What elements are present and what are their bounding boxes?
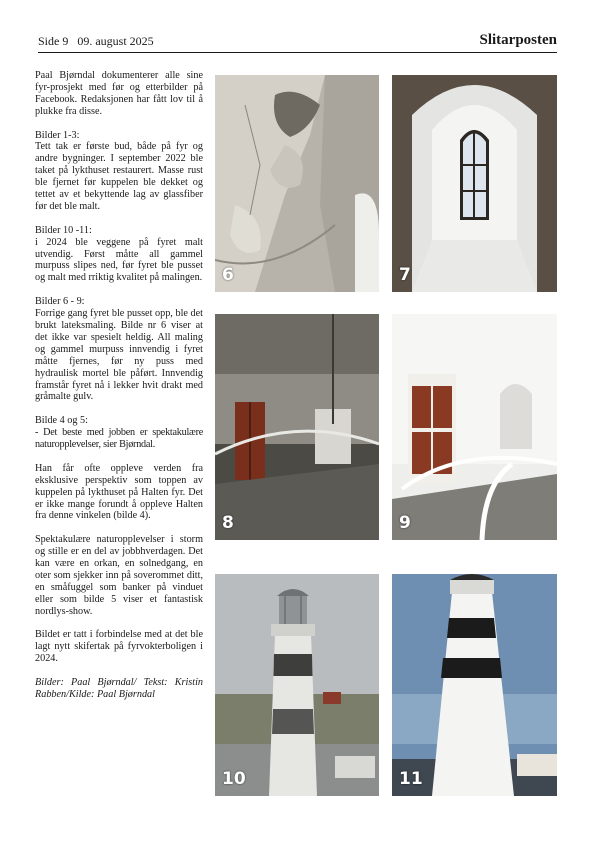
photo-credit: Bilder: Paal Bjørndal/ Tekst: Kristin Rabben/Kilde: Paal Bjørndal xyxy=(35,677,203,700)
photo-interior-after xyxy=(392,314,557,540)
section-interior-heading: Bilder 6 - 9: xyxy=(35,296,85,308)
section-views-heading: Bilde 4 og 5: xyxy=(35,415,88,427)
section-interior-body: Forrige gang fyret ble pusset opp, ble det brukt lateksmaling. Bilde nr 6 viser at det ikke var spesielt heldig. All maling og gammel murpuss innvendig i fyret måtte fjernes, før ny puss med hydraulisk mortel ble påført. Innvendig framstår fyret nå i lekker hvit drakt med gråmalte gulv. xyxy=(35,308,203,403)
page-header xyxy=(38,33,557,51)
publication-name: Slitarposten xyxy=(479,32,557,48)
section-exterior-heading: Bilder 10 -11: xyxy=(35,224,92,236)
photo-number: 10 xyxy=(222,769,246,789)
photo-lighthouse-before xyxy=(215,574,379,796)
section-roof xyxy=(35,130,203,213)
section-exterior-body: i 2024 ble veggene på fyret malt utvendig. Først måtte all gammel murpuss slipes ned, før fyret ble pusset og malt med rriktig kvalitet på malingen. xyxy=(35,236,203,284)
photo-arched-window xyxy=(392,75,557,292)
photo-number: 8 xyxy=(222,513,234,533)
section-views-quote: - Det beste med jobben er spektakulære naturopplevelser, sier Bjørndal. xyxy=(35,427,203,451)
header-rule xyxy=(38,52,557,53)
section-exterior xyxy=(35,225,203,285)
paragraph-roof-2024: Bildet er tatt i forbindelse med at det ble lagt nytt skifertak på fyrvokterboligen i 2024. xyxy=(35,629,203,665)
issue-date: 09. august 2025 xyxy=(77,34,154,48)
paragraph-nature: Spektakulære naturopplevelser i storm og stille er en del av jobbhverdagen. Det kan være en orkan, en solnedgang, en oter som sjekker inn på soverommet ditt, en småfuggel som banker på vinduet eller som bilde 5 viser et fantastisk nordlys-show. xyxy=(35,534,203,617)
article-text xyxy=(35,70,203,713)
photo-number: 9 xyxy=(399,513,411,533)
photo-number: 7 xyxy=(399,265,411,285)
page-info xyxy=(38,33,163,49)
section-views xyxy=(35,415,203,451)
paragraph-perspective: Han får ofte oppleve verden fra eksklusive perspektiv som toppen av kuppelen på lykthuset på Halten fyr. Det er ikke mange forundt å oppleve Halten fra denne vinkelen (bilde 4). xyxy=(35,462,203,522)
photo-lighthouse-after xyxy=(392,574,557,796)
photo-peeling-paint xyxy=(215,75,379,292)
article-intro: Paal Bjørndal dokumenterer alle sine fyr-prosjekt med før og etterbilder på Facebook. Redaksjonen har fått lov til å plukke fra disse. xyxy=(35,70,203,117)
photo-number: 6 xyxy=(222,265,234,285)
section-roof-body: Tett tak er første bud, både på fyr og andre bygninger. I september 2022 ble taket på lykthuset restaurert. Masse rust ble fjernet før kuppelen ble dekket og tettet av et bekyttende lag av glassfiber før det ble malt. xyxy=(35,141,203,212)
section-roof-heading: Bilder 1-3: xyxy=(35,129,80,141)
page-number: Side 9 xyxy=(38,34,69,48)
photo-number: 11 xyxy=(399,769,423,789)
section-interior xyxy=(35,296,203,403)
photo-interior-before xyxy=(215,314,379,540)
